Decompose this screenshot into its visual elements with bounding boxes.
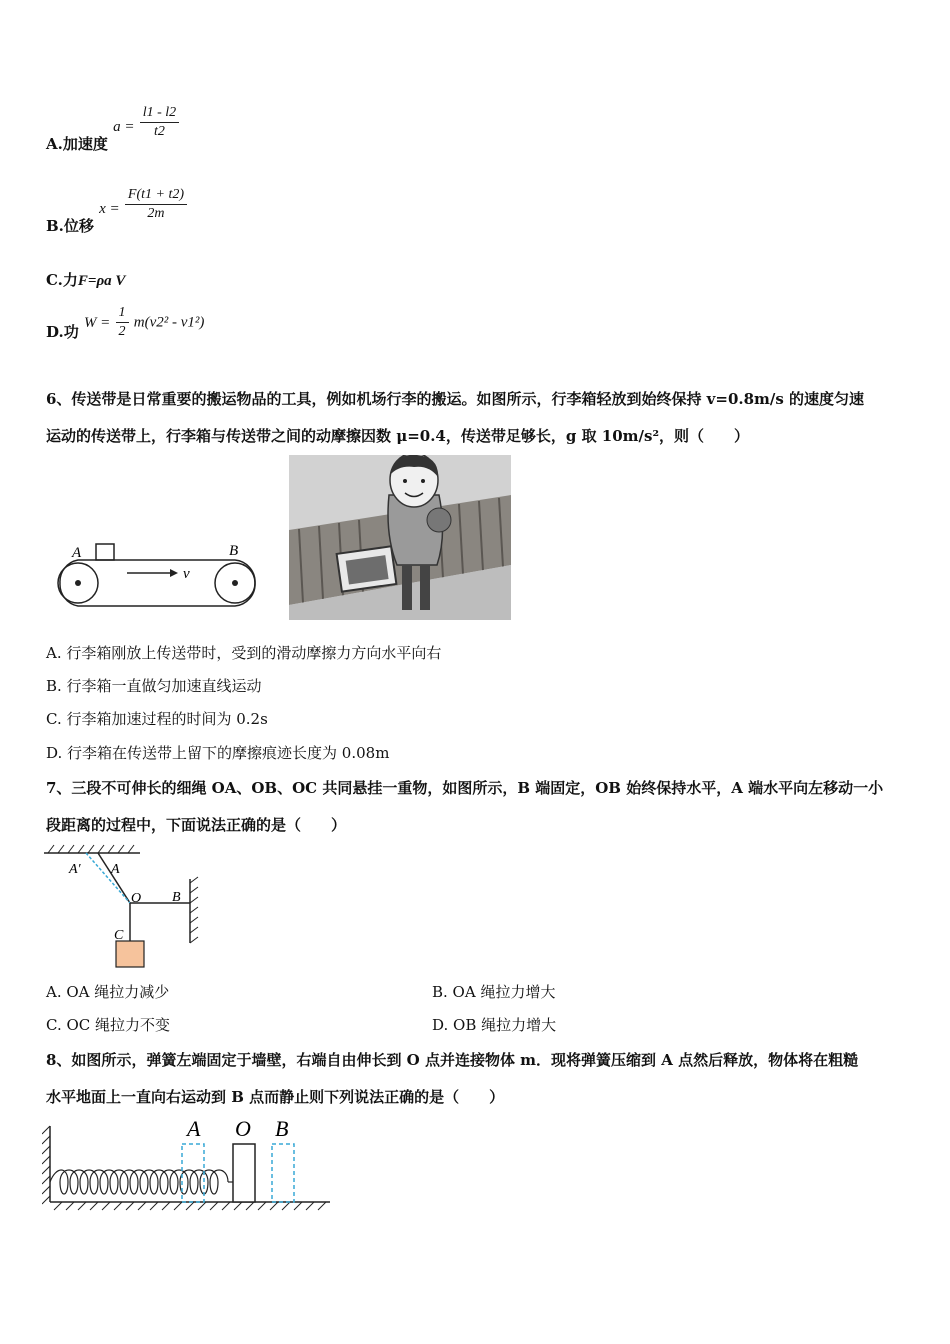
point-a-label: A <box>111 862 120 877</box>
person-leg-right <box>420 565 430 610</box>
point-c-label: C <box>114 928 124 943</box>
question-7-line-2: 段距离的过程中，下面说法正确的是（ ） <box>46 816 347 834</box>
q7-choice-d: D. OB 绳拉力增大 <box>432 1016 557 1034</box>
formula-lhs: W = <box>83 314 111 331</box>
point-b-label: B <box>229 543 239 559</box>
fraction-numerator: l1 - l2 <box>140 104 179 123</box>
question-7-line-1: 7、三段不可伸长的细绳 OA、OB、OC 共同悬挂一重物，如图所示，B 端固定，OB 始终保持水平，A 端水平向左移动一小 <box>46 779 884 797</box>
conveyor-belt-diagram <box>52 540 262 610</box>
luggage-box <box>96 544 114 560</box>
formula: F=ρa V <box>77 273 126 289</box>
rope-tension-diagram <box>44 843 204 973</box>
option-label: A.加速度 <box>46 134 108 153</box>
question-8-line-2: 水平地面上一直向右运动到 B 点而静止则下列说法正确的是（ ） <box>46 1088 505 1106</box>
position-b-box <box>272 1144 294 1202</box>
formula-lhs: x = <box>99 200 120 217</box>
point-o-label: O <box>235 1116 251 1141</box>
option-label: C.力 <box>46 271 78 289</box>
fraction <box>116 304 129 341</box>
fraction <box>125 186 187 223</box>
point-a-label: A <box>187 1116 201 1141</box>
fraction <box>140 104 179 141</box>
option-a-q5 <box>46 104 179 153</box>
option-d-q5 <box>46 304 204 341</box>
point-a-label: A <box>72 545 82 561</box>
q7-choice-b: B. OA 绳拉力增大 <box>432 983 556 1001</box>
q6-choice-c: C. 行李箱加速过程的时间为 0.2s <box>46 710 268 728</box>
q7-choice-c: C. OC 绳拉力不变 <box>46 1016 171 1034</box>
point-b-label: B <box>172 890 181 905</box>
child-on-back <box>427 508 451 532</box>
right-roller-axle <box>232 580 238 586</box>
formula-rhs: m(v2² - v1²) <box>133 314 205 331</box>
airport-luggage-photo <box>289 455 511 620</box>
option-label: B.位移 <box>46 216 94 235</box>
hanging-weight <box>116 941 144 967</box>
fraction-denominator: t2 <box>154 124 165 139</box>
fraction-numerator: F(t1 + t2) <box>125 186 187 205</box>
formula-lhs: a = <box>113 118 135 135</box>
option-b-q5 <box>46 186 187 235</box>
rope-oa <box>98 853 130 903</box>
point-a-prime-label: A′ <box>69 862 81 877</box>
velocity-label: v <box>183 566 190 582</box>
fraction-denominator: 2m <box>147 206 165 221</box>
block-m <box>233 1144 255 1202</box>
q6-choice-b: B. 行李箱一直做匀加速直线运动 <box>46 677 262 695</box>
rope-oa-prime <box>86 853 130 903</box>
fraction-denominator: 2 <box>118 324 126 339</box>
question-6-line-2: 运动的传送带上，行李箱与传送带之间的动摩擦因数 μ=0.4，传送带足够长，g 取 10m/s²，则（ ） <box>46 427 750 445</box>
q6-choice-d: D. 行李箱在传送带上留下的摩擦痕迹长度为 0.08m <box>46 744 390 762</box>
q7-choice-a: A. OA 绳拉力减少 <box>46 983 170 1001</box>
left-roller-axle <box>75 580 81 586</box>
spring-diagram <box>42 1112 334 1216</box>
option-label: D.功 <box>46 322 79 341</box>
velocity-arrow-head <box>170 569 178 577</box>
q6-choice-a: A. 行李箱刚放上传送带时，受到的滑动摩擦力方向水平向右 <box>46 644 442 662</box>
fraction-numerator: 1 <box>116 304 129 323</box>
question-8-line-1: 8、如图所示，弹簧左端固定于墙壁，右端自由伸长到 O 点并连接物体 m．现将弹簧压缩到 A 点然后释放，物体将在粗糙 <box>46 1051 859 1069</box>
person-leg-left <box>402 565 412 610</box>
point-o-label: O <box>131 891 142 906</box>
question-6-line-1: 6、传送带是日常重要的搬运物品的工具，例如机场行李的搬运。如图所示，行李箱轻放到始终保持 v=0.8m/s 的速度匀速 <box>46 390 865 408</box>
option-c-q5 <box>46 270 125 291</box>
point-b-label: B <box>275 1116 289 1141</box>
spring <box>50 1170 228 1194</box>
